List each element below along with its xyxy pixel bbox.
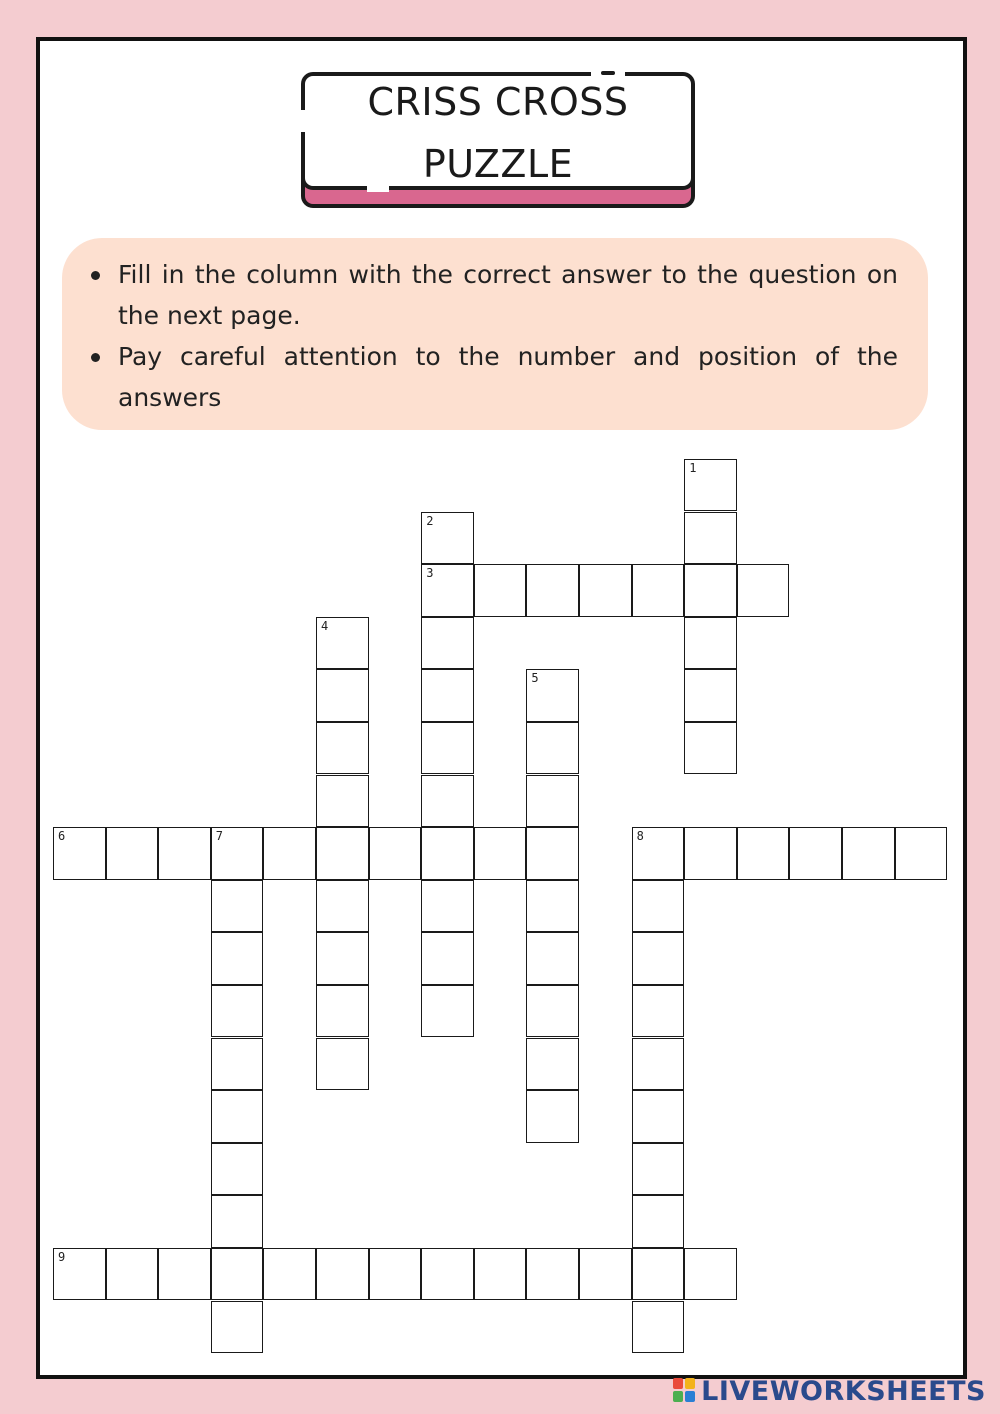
crossword-cell[interactable] (316, 827, 369, 879)
crossword-cell[interactable] (421, 932, 474, 984)
crossword-cell[interactable] (632, 1195, 685, 1247)
crossword-cell[interactable] (211, 1143, 264, 1195)
crossword-cell[interactable] (53, 827, 106, 879)
crossword-cell[interactable] (316, 985, 369, 1037)
crossword-cell[interactable] (211, 932, 264, 984)
crossword-cell[interactable] (316, 722, 369, 774)
crossword-cell[interactable] (211, 1195, 264, 1247)
crossword-cell[interactable] (421, 827, 474, 879)
crossword-cell[interactable] (526, 564, 579, 616)
crossword-cell[interactable] (316, 880, 369, 932)
crossword-cell[interactable] (526, 669, 579, 721)
crossword-cell[interactable] (526, 932, 579, 984)
brand-watermark (673, 1374, 986, 1408)
crossword-cell[interactable] (211, 1301, 264, 1353)
crossword-cell[interactable] (421, 775, 474, 827)
crossword-cell[interactable] (316, 617, 369, 669)
crossword-cell[interactable] (316, 932, 369, 984)
title-border-dash (601, 71, 615, 75)
crossword-cell[interactable] (211, 827, 264, 879)
crossword-cell[interactable] (632, 827, 685, 879)
crossword-cell[interactable] (632, 1090, 685, 1142)
instruction-item: Fill in the column with the correct answer to the question on the next page. (118, 254, 898, 336)
crossword-cell[interactable] (106, 827, 159, 879)
crossword-cell[interactable] (526, 1038, 579, 1090)
crossword-cell[interactable] (632, 985, 685, 1037)
clue-number: 5 (531, 671, 539, 686)
crossword-cell[interactable] (632, 880, 685, 932)
crossword-cell[interactable] (316, 1248, 369, 1300)
crossword-cell[interactable] (684, 564, 737, 616)
crossword-cell[interactable] (737, 564, 790, 616)
crossword-cell[interactable] (211, 1248, 264, 1300)
crossword-cell[interactable] (526, 1248, 579, 1300)
crossword-cell[interactable] (421, 512, 474, 564)
instructions-box (62, 238, 928, 430)
crossword-cell[interactable] (684, 617, 737, 669)
crossword-cell[interactable] (421, 1248, 474, 1300)
crossword-cell[interactable] (421, 617, 474, 669)
crossword-cell[interactable] (369, 827, 422, 879)
crossword-cell[interactable] (53, 1248, 106, 1300)
crossword-cell[interactable] (106, 1248, 159, 1300)
crossword-cell[interactable] (632, 932, 685, 984)
clue-number: 4 (321, 618, 329, 633)
crossword-cell[interactable] (895, 827, 948, 879)
crossword-cell[interactable] (684, 827, 737, 879)
clue-number: 2 (426, 513, 434, 528)
crossword-cell[interactable] (526, 775, 579, 827)
clue-number: 8 (636, 829, 644, 844)
crossword-cell[interactable] (684, 459, 737, 511)
crossword-cell[interactable] (579, 564, 632, 616)
crossword-cell[interactable] (684, 722, 737, 774)
crossword-cell[interactable] (684, 512, 737, 564)
clue-number: 9 (58, 1250, 66, 1264)
crossword-cell[interactable] (316, 775, 369, 827)
crossword-cell[interactable] (474, 564, 527, 616)
crossword-cell[interactable] (632, 1143, 685, 1195)
crossword-cell[interactable] (369, 1248, 422, 1300)
crossword-cell[interactable] (632, 1038, 685, 1090)
crossword-cell[interactable] (421, 722, 474, 774)
clue-number: 6 (58, 829, 66, 844)
crossword-cell[interactable] (316, 1038, 369, 1090)
crossword-cell[interactable] (526, 1090, 579, 1142)
clue-number: 7 (215, 829, 224, 844)
title-box (301, 72, 691, 202)
crossword-cell[interactable] (684, 1248, 737, 1300)
crossword-cell[interactable] (526, 827, 579, 879)
crossword-cell[interactable] (474, 1248, 527, 1300)
crossword-cell[interactable] (526, 985, 579, 1037)
crossword-cell[interactable] (579, 1248, 632, 1300)
crossword-cell[interactable] (263, 1248, 316, 1300)
crossword-cell[interactable] (421, 985, 474, 1037)
crossword-cell[interactable] (211, 1038, 264, 1090)
crossword-cell[interactable] (526, 880, 579, 932)
crossword-cell[interactable] (684, 669, 737, 721)
crossword-cell[interactable] (421, 880, 474, 932)
instructions-list (118, 254, 898, 418)
crossword-cell[interactable] (632, 1301, 685, 1353)
crossword-cell[interactable] (316, 669, 369, 721)
brand-name: LIVEWORKSHEETS (701, 1375, 986, 1407)
crossword-cell[interactable] (211, 985, 264, 1037)
crossword-cell[interactable] (421, 564, 474, 616)
crossword-cell[interactable] (211, 1090, 264, 1142)
clue-number: 1 (689, 461, 697, 475)
title-line-1: CRISS CROSS (367, 80, 629, 124)
liveworksheets-logo-icon (673, 1378, 697, 1404)
crossword-cell[interactable] (158, 1248, 211, 1300)
crossword-cell[interactable] (632, 1248, 685, 1300)
crossword-cell[interactable] (737, 827, 790, 879)
crossword-cell[interactable] (526, 722, 579, 774)
crossword-cell[interactable] (158, 827, 211, 879)
crossword-cell[interactable] (842, 827, 895, 879)
crossword-cell[interactable] (789, 827, 842, 879)
crossword-cell[interactable] (474, 827, 527, 879)
clue-number: 3 (426, 566, 434, 581)
instruction-item: Pay careful attention to the number and position of the answers (118, 336, 898, 418)
crossword-cell[interactable] (263, 827, 316, 879)
crossword-cell[interactable] (211, 880, 264, 932)
title-line-2: PUZZLE (422, 142, 574, 186)
crossword-cell[interactable] (421, 669, 474, 721)
crossword-cell[interactable] (632, 564, 685, 616)
